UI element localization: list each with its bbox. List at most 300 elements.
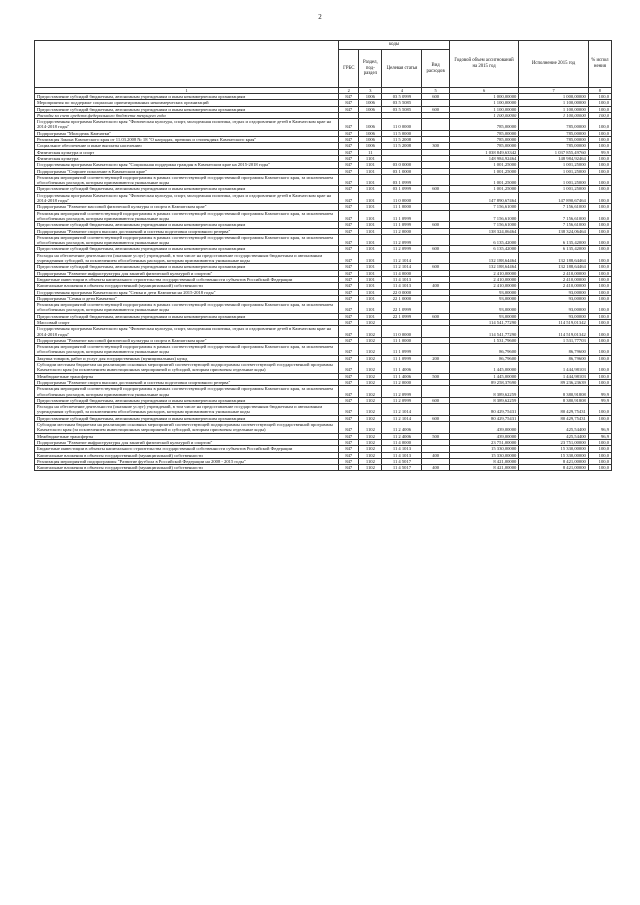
executed-amount: 93,00000 [519,302,588,314]
execution-percent: 100,0 [588,168,611,174]
planned-amount: 23 751,00000 [449,439,518,445]
executed-amount: 148 984,92464 [519,155,588,161]
execution-percent: 100,0 [588,337,611,343]
executed-amount: 785,00000 [519,130,588,136]
executed-amount: 132 188,64464 [519,252,588,264]
row-name: Субсидии местным бюджетам на реализацию основных мероприятий соответствующей подпрограммы соответствующей государственной программы Камчатского края (за исключением инвестиционных мероприятий и субсидий, которым присвоены отдельные коды) [35,422,339,434]
executed-amount: 425,54400 [519,422,588,434]
article-code: 03 5 5085 [382,106,422,112]
article-code: 11 0 0000 [382,119,422,131]
execution-percent: 100,0 [588,192,611,204]
executed-amount: 7 156,61000 [519,222,588,228]
executed-amount: 147 890,67464 [519,192,588,204]
article-code: 11 1 0999 [382,222,422,228]
executed-amount: 785,00000 [519,137,588,143]
article-code: 11 0 0000 [382,192,422,204]
article-code: 11 1 0000 [382,204,422,210]
article-code: 11 5 2008 [382,143,422,149]
section-code: 1102 [359,386,382,398]
execution-percent: 99,9 [588,397,611,403]
execution-percent: 100,0 [588,222,611,228]
row-name: Реализация мероприятий соответствующей подпрограммы в рамках соответствующей государственной программы Камчатского края, за исключением обособленных расходов, которым присваиваются уникальные коды [35,234,339,246]
grbs-code: 847 [339,246,359,252]
article-code: 22 1 0999 [382,302,422,314]
row-name: Государственная программа Камчатского края "Физическая культура, спорт, молодежная политика, отдых и оздоровление детей в Камчатском крае на 2014-2018 годы" [35,326,339,338]
row-name: Бюджетные инвестиции в объекты капитального строительства государственной собственности субъектов Российской Федерации [35,446,339,452]
row-name: Мероприятия по поддержке социально ориентированных некоммерческих организаций [35,100,339,106]
article-code: 11 1 0999 [382,355,422,361]
execution-percent: 100,0 [588,210,611,222]
planned-amount: 785,00000 [449,119,518,131]
expense-type-code: 500 [422,433,449,439]
execution-percent: 100,0 [588,326,611,338]
planned-amount: 89 258,37690 [449,379,518,385]
article-code: 03 0 0000 [382,162,422,168]
section-code: 1006 [359,100,382,106]
grbs-code: 847 [339,386,359,398]
section-code: 1102 [359,404,382,416]
planned-amount: 8 421,00000 [449,465,518,471]
article-code: 11 2 1014 [382,252,422,264]
executed-amount: 80 429,75431 [519,404,588,416]
article-code: 11 5 2008 [382,137,422,143]
planned-amount: 1 038 849,63342 [449,149,518,155]
grbs-code: 847 [339,319,359,325]
grbs-code: 847 [339,168,359,174]
execution-percent: 100,0 [588,446,611,452]
section-code: 1101 [359,270,382,276]
grbs-code: 847 [339,326,359,338]
execution-percent: 100,0 [588,313,611,319]
column-index: 3 [359,88,382,94]
row-name: Подпрограмма "Развитие инфраструктуры для занятий физической культурой и спортом" [35,270,339,276]
grbs-code: 847 [339,137,359,143]
article-code: 11 2 0999 [382,234,422,246]
executed-amount: 114 519,01342 [519,326,588,338]
row-name: Государственная программа Камчатского края "Социальная поддержка граждан в Камчатском крае на 2015-2018 годы" [35,162,339,168]
row-name: Реализация мероприятий соответствующей подпрограммы в рамках соответствующей государственной программы Камчатского края, за исключением обособленных расходов, которым присваиваются уникальные коды [35,344,339,356]
section-code: 1006 [359,94,382,100]
table-row [35,465,612,471]
executed-amount: 132 188,64464 [519,264,588,270]
section-code: 1102 [359,452,382,458]
table-row [35,326,612,338]
expense-type-code: 600 [422,246,449,252]
row-name: Бюджетные инвестиции в объекты капитального строительства государственной собственности субъектов Российской Федерации [35,276,339,282]
article-code: 03 1 0999 [382,186,422,192]
execution-percent: 100,0 [588,276,611,282]
execution-percent: 100,0 [588,404,611,416]
row-name: Реализация мероприятий соответствующей подпрограммы в рамках соответствующей государственной программы Камчатского края, за исключением обособленных расходов, которым присваиваются уникальные коды [35,386,339,398]
grbs-code: 847 [339,337,359,343]
execution-percent: 100,0 [588,379,611,385]
planned-amount: 8 389,62259 [449,386,518,398]
row-name: Межбюджетные трансферты [35,373,339,379]
article-code: 11 4 0000 [382,439,422,445]
grbs-code: 847 [339,283,359,289]
section-code: 1101 [359,264,382,270]
row-name: Предоставление субсидий бюджетным, автономным учреждениям и иным некоммерческим организациям [35,264,339,270]
executed-amount: 1 037 855,49760 [519,149,588,155]
planned-amount: 15 330,00000 [449,446,518,452]
grbs-code: 847 [339,415,359,421]
grbs-code: 847 [339,119,359,131]
column-index: 5 [422,88,449,94]
article-code: 03 5 5085 [382,100,422,106]
row-name: Предоставление субсидий бюджетным, автономным учреждениям и иным некоммерческим организациям [35,222,339,228]
section-code: 1102 [359,344,382,356]
grbs-code: 847 [339,174,359,186]
planned-amount: 2 410,00000 [449,276,518,282]
execution-percent: 100,0 [588,100,611,106]
row-name: Реализация мероприятий подпрограммы "Развитие футбола в Российской Федерации на 2008 - 2015 годы" [35,458,339,464]
section-code: 1101 [359,228,382,234]
planned-amount: 147 890,67464 [449,192,518,204]
executed-amount: 80 429,75431 [519,415,588,421]
execution-percent: 100,0 [588,234,611,246]
executed-amount: 1 531,77703 [519,337,588,343]
section-code: 1101 [359,210,382,222]
expense-type-code: 600 [422,313,449,319]
article-code: 11 2 0999 [382,246,422,252]
article-code: 03 1 0999 [382,174,422,186]
grbs-code: 847 [339,295,359,301]
section-code: 1006 [359,119,382,131]
planned-amount: 93,00000 [449,302,518,314]
column-index: 4 [382,88,422,94]
row-name: Государственная программа Камчатского края "Физическая культура, спорт, молодежная политика, отдых и оздоровление детей в Камчатском крае на 2014-2018 годы" [35,192,339,204]
executed-amount: 86,79600 [519,355,588,361]
section-code: 1101 [359,162,382,168]
article-code: 11 4 1013 [382,446,422,452]
article-code: 11 4 5017 [382,458,422,464]
section-code: 1102 [359,362,382,374]
planned-amount: 80 429,75431 [449,404,518,416]
planned-amount: 7 156,61000 [449,222,518,228]
expense-type-code [422,404,449,416]
expense-type-code [422,422,449,434]
article-code: 11 4 1013 [382,283,422,289]
planned-amount: 80 429,75431 [449,415,518,421]
grbs-code: 847 [339,344,359,356]
section-code: 1101 [359,174,382,186]
execution-percent: 100,0 [588,465,611,471]
executed-amount: 7 156,61000 [519,210,588,222]
row-name: Реализация мероприятий соответствующей подпрограммы в рамках соответствующей государственной программы Камчатского края, за исключением обособленных расходов, которым присваиваются уникальные коды [35,302,339,314]
planned-amount: 15 330,00000 [449,452,518,458]
header-name-cell [35,41,339,88]
column-index: 8 [588,88,611,94]
article-code: 22 1 0000 [382,295,422,301]
grbs-code: 847 [339,276,359,282]
section-code: 1006 [359,137,382,143]
execution-percent: 100,0 [588,458,611,464]
table-row [35,234,612,246]
grbs-code: 847 [339,186,359,192]
executed-amount: 1 444,98103 [519,362,588,374]
execution-percent: 96,9 [588,433,611,439]
execution-percent: 100,0 [588,362,611,374]
planned-amount: 138 324,06464 [449,228,518,234]
row-name: Государственная программа Камчатского края "Семья и дети Камчатки на 2015-2018 годы" [35,289,339,295]
row-name: Расходы на обеспечение деятельности (оказание услуг) учреждений, в том числе на предоставление государственным бюджетным и автономным учреждениям субсидий, за исключением обособленных расходов, которым присваиваются уникальные коды [35,404,339,416]
grbs-code: 847 [339,204,359,210]
table-row [35,192,612,204]
planned-amount: 2 410,00000 [449,283,518,289]
section-code: 1102 [359,319,382,325]
executed-amount: 785,00000 [519,119,588,131]
expense-type-code [422,234,449,246]
section-code: 1101 [359,295,382,301]
section-code: 1102 [359,397,382,403]
row-name: Капитальные вложения в объекты государственной (муниципальной) собственности [35,283,339,289]
row-name: Реализация Закона Камчатского края от 11.03.2008 № 18 "О наградах, премиях и стипендиях Камчатского края" [35,137,339,143]
row-name: Расходы за счет средств федерального бюджета текущего года [35,112,339,118]
planned-amount: 439,00000 [449,433,518,439]
section-code: 1101 [359,313,382,319]
execution-percent: 99,9 [588,149,611,155]
row-name: Социальное обеспечение и иные выплаты населению [35,143,339,149]
article-code: 11 4 1013 [382,452,422,458]
execution-percent: 96,9 [588,422,611,434]
expense-type-code: 600 [422,94,449,100]
expense-type-code [422,386,449,398]
table-body [35,94,612,471]
grbs-code: 847 [339,252,359,264]
expense-type-code: 600 [422,106,449,112]
row-name: Межбюджетные трансферты [35,433,339,439]
header-grbs: ГРБС [339,50,359,88]
expense-type-code: 400 [422,465,449,471]
planned-amount: 7 156,61000 [449,210,518,222]
expense-type-code [422,252,449,264]
execution-percent: 100,0 [588,119,611,131]
grbs-code: 847 [339,446,359,452]
expense-type-code: 400 [422,452,449,458]
table-row [35,344,612,356]
grbs-code: 847 [339,433,359,439]
planned-amount: 785,00000 [449,143,518,149]
article-code: 11 1 0999 [382,210,422,222]
grbs-code: 847 [339,143,359,149]
executed-amount: 8 380,91808 [519,386,588,398]
table-row [35,362,612,374]
table-row [35,404,612,416]
executed-amount: 15 330,00000 [519,452,588,458]
article-code: 11 0 0000 [382,326,422,338]
executed-amount: 8 421,00000 [519,465,588,471]
article-code: 11 1 0000 [382,337,422,343]
planned-amount: 1 001,25000 [449,186,518,192]
article-code: 11 5 0000 [382,130,422,136]
executed-amount: 1 100,00000 [519,106,588,112]
planned-amount: 132 188,64464 [449,264,518,270]
section-code: 1102 [359,379,382,385]
grbs-code: 847 [339,439,359,445]
executed-amount: 1 000,00000 [519,94,588,100]
execution-percent: 100,0 [588,246,611,252]
section-code: 1102 [359,433,382,439]
planned-amount: 2 410,00000 [449,270,518,276]
executed-amount: 785,00000 [519,143,588,149]
section-code: 1101 [359,168,382,174]
execution-percent: 99,9 [588,386,611,398]
execution-percent: 100,0 [588,204,611,210]
row-name: Расходы на обеспечение деятельности (оказание услуг) учреждений, в том числе на предоставление государственным бюджетным и автономным учреждениям субсидий, за исключением обособленных расходов, которым присваиваются уникальные коды [35,252,339,264]
section-code: 1101 [359,155,382,161]
header-article: Целевая статья [382,50,422,88]
execution-percent: 100,0 [588,186,611,192]
planned-amount: 132 188,64464 [449,252,518,264]
grbs-code: 847 [339,452,359,458]
expense-type-code: 600 [422,415,449,421]
executed-amount: 1 444,98103 [519,373,588,379]
execution-percent: 100,0 [588,130,611,136]
row-name: Физическая культура [35,155,339,161]
planned-amount: 6 135,42000 [449,234,518,246]
row-name: Предоставление субсидий бюджетным, автономным учреждениям и иным некоммерческим организациям [35,94,339,100]
section-code: 1102 [359,355,382,361]
planned-amount: 785,00000 [449,130,518,136]
executed-amount: 2 410,00000 [519,276,588,282]
section-code: 1102 [359,446,382,452]
grbs-code: 847 [339,422,359,434]
row-name: Капитальные вложения в объекты государственной (муниципальной) собственности [35,452,339,458]
execution-percent: 100,0 [588,283,611,289]
header-percent: % испол нения [588,41,611,88]
section-code: 1101 [359,276,382,282]
section-code: 1101 [359,246,382,252]
article-code: 22 0 0000 [382,289,422,295]
expense-type-code [422,302,449,314]
article-code: 11 2 4006 [382,433,422,439]
grbs-code: 847 [339,234,359,246]
executed-amount: 1 100,00000 [519,100,588,106]
planned-amount: 93,00000 [449,289,518,295]
table-header [35,41,612,94]
header-section: Раздел, под-раздел [359,50,382,88]
table-row [35,174,612,186]
expense-type-code [422,344,449,356]
grbs-code: 847 [339,404,359,416]
executed-amount: 23 751,00000 [519,439,588,445]
row-name: Подпрограмма "Семья и дети Камчатки" [35,295,339,301]
grbs-code: 847 [339,155,359,161]
planned-amount: 1 001,25000 [449,162,518,168]
execution-percent: 100,0 [588,452,611,458]
planned-amount: 8 421,00000 [449,458,518,464]
table-row [35,302,612,314]
article-code: 03 5 0999 [382,94,422,100]
execution-percent: 100,0 [588,106,611,112]
executed-amount: 1 001,25000 [519,162,588,168]
section-code: 1101 [359,222,382,228]
planned-amount: 1 100,00000 [449,100,518,106]
section-code: 1101 [359,252,382,264]
section-code: 1102 [359,326,382,338]
planned-amount: 1 000,00000 [449,94,518,100]
execution-percent: 100,0 [588,270,611,276]
column-index: 7 [519,88,588,94]
section-code: 1101 [359,289,382,295]
planned-amount: 1 100,00000 [449,112,518,118]
header-codes-group: коды [339,41,450,50]
table-row [35,386,612,398]
row-name: Подпрограмма "Развитие спорта высших достижений и системы подготовки спортивного резерва" [35,228,339,234]
article-code: 11 2 0999 [382,397,422,403]
execution-percent: 100,0 [588,143,611,149]
executed-amount: 6 135,42000 [519,234,588,246]
table-row [35,252,612,264]
grbs-code: 847 [339,94,359,100]
planned-amount: 93,00000 [449,313,518,319]
table-row [35,119,612,131]
row-name: Массовый спорт [35,319,339,325]
article-code: 11 4 1013 [382,276,422,282]
section-code: 1101 [359,192,382,204]
row-name: Подпрограмма "Развитие спорта высших достижений и системы подготовки спортивного резерва" [35,379,339,385]
article-code: 03 1 0000 [382,168,422,174]
row-name: Подпрограмма "Старшее поколение в Камчатском крае" [35,168,339,174]
executed-amount: 1 100,00000 [519,112,588,118]
executed-amount: 8 380,91808 [519,397,588,403]
planned-amount: 7 156,61000 [449,204,518,210]
planned-amount: 1 001,25000 [449,174,518,186]
planned-amount: 148 984,92464 [449,155,518,161]
executed-amount: 93,00000 [519,313,588,319]
article-code: 11 2 1014 [382,415,422,421]
executed-amount: 138 324,06464 [519,228,588,234]
execution-percent: 100,0 [588,344,611,356]
expense-type-code [422,119,449,131]
article-code: 11 4 5017 [382,465,422,471]
planned-amount: 785,00000 [449,137,518,143]
planned-amount: 1 531,79600 [449,337,518,343]
grbs-code: 847 [339,313,359,319]
executed-amount: 93,00000 [519,289,588,295]
expense-type-code: 400 [422,283,449,289]
grbs-code: 847 [339,210,359,222]
execution-percent: 100,0 [588,302,611,314]
section-code: 1101 [359,302,382,314]
grbs-code: 847 [339,222,359,228]
planned-amount: 1 100,00000 [449,106,518,112]
expense-type-code: 500 [422,373,449,379]
executed-amount: 7 156,61000 [519,204,588,210]
section-code: 1102 [359,373,382,379]
executed-amount: 8 421,00000 [519,458,588,464]
article-code: 11 1 0999 [382,344,422,356]
planned-amount: 93,00000 [449,295,518,301]
expense-type-code [422,192,449,204]
expense-type-code: 600 [422,186,449,192]
row-name: Государственная программа Камчатского края "Физическая культура, спорт, молодежная политика, отдых и оздоровление детей в Камчатском крае на 2014-2018 годы" [35,119,339,131]
execution-percent: 100,0 [588,355,611,361]
table-row [35,210,612,222]
row-name: Предоставление субсидий бюджетным, автономным учреждениям и иным некоммерческим организациям [35,106,339,112]
expense-type-code: 300 [422,143,449,149]
section-code: 1006 [359,130,382,136]
section-code: 1006 [359,143,382,149]
execution-percent: 100,0 [588,228,611,234]
planned-amount: 86,79600 [449,355,518,361]
planned-amount: 114 541,77290 [449,319,518,325]
planned-amount: 8 389,62259 [449,397,518,403]
executed-amount: 86,79600 [519,344,588,356]
grbs-code: 847 [339,379,359,385]
section-code: 1006 [359,106,382,112]
page-number: 2 [318,13,322,21]
